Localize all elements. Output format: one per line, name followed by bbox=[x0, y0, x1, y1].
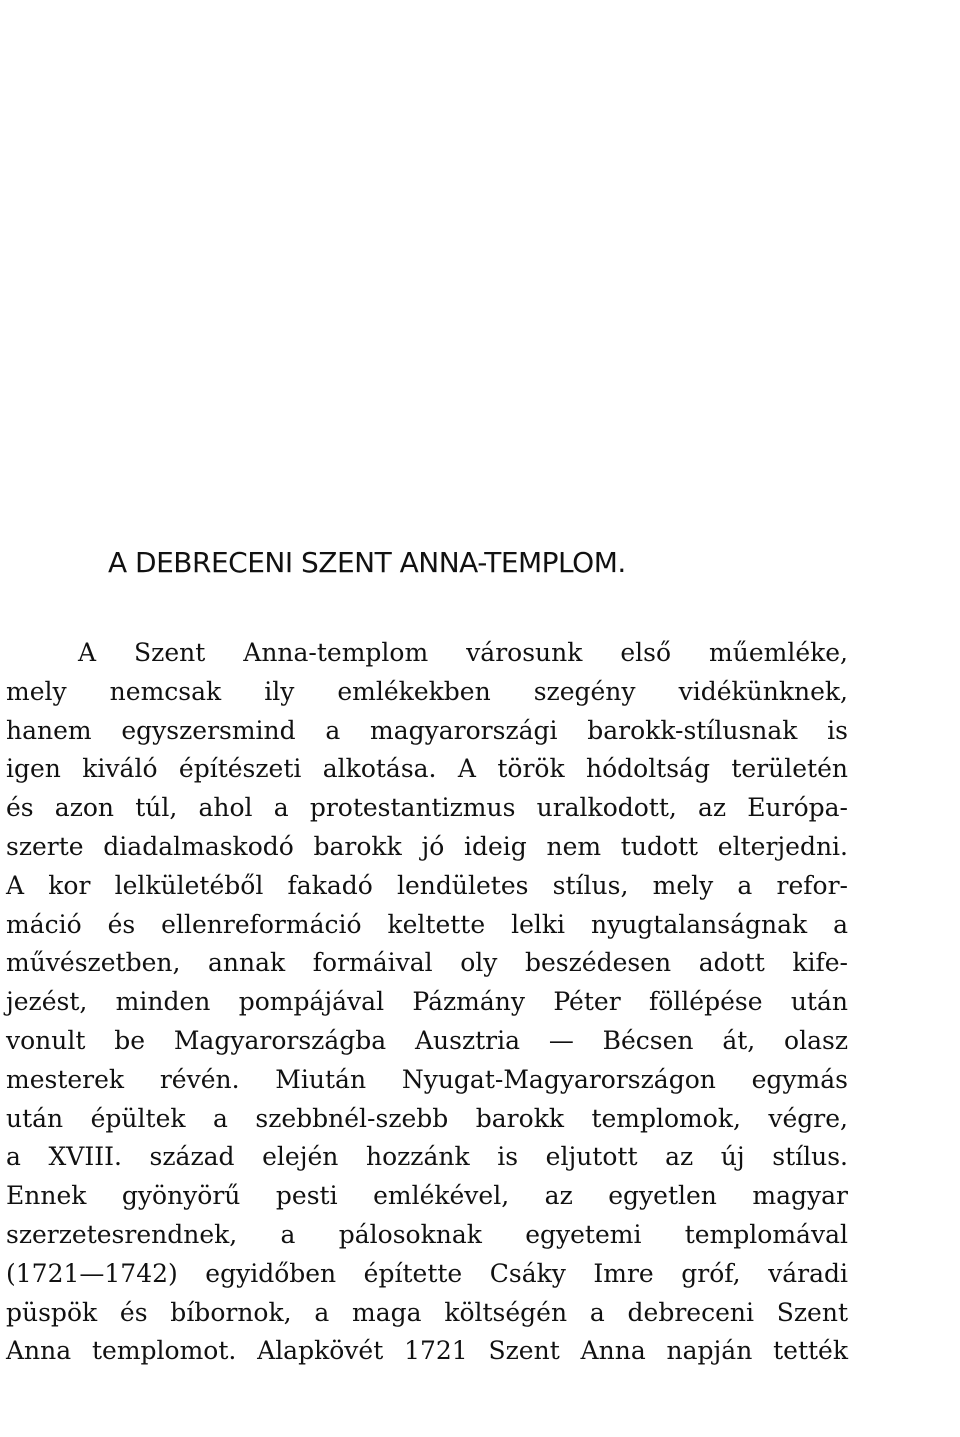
body-text bbox=[6, 634, 848, 1371]
text-line: után épültek a szebbnél-szebb barokk templomok, végre, bbox=[6, 1103, 848, 1133]
text-line: máció és ellenreformáció keltette lelki nyugtalanságnak a bbox=[6, 909, 848, 939]
text-line: szerte diadalmaskodó barokk jó ideig nem tudott elterjedni. bbox=[6, 831, 848, 861]
text-line: és azon túl, ahol a protestantizmus uralkodott, az Európa- bbox=[6, 793, 848, 823]
text-line: A kor lelkületéből fakadó lendületes stílus, mely a refor- bbox=[6, 870, 848, 900]
text-line: művészetben, annak formáival oly beszédesen adott kife- bbox=[6, 948, 848, 978]
text-line: (1721—1742) egyidőben építette Csáky Imre gróf, váradi bbox=[6, 1258, 848, 1288]
text-line: Anna templomot. Alapkövét 1721 Szent Anna napján tették bbox=[6, 1336, 848, 1366]
text-line: igen kiváló építészeti alkotása. A török hódoltság területén bbox=[6, 754, 848, 784]
text-line: mely nemcsak ily emlékekben szegény vidékünknek, bbox=[6, 676, 848, 706]
text-line: mesterek révén. Miután Nyugat-Magyarországon egymás bbox=[6, 1064, 848, 1094]
text-line: vonult be Magyarországba Ausztria — Bécsen át, olasz bbox=[6, 1025, 848, 1055]
text-line: püspök és bíbornok, a maga költségén a debreceni Szent bbox=[6, 1297, 848, 1327]
page-title: A DEBRECENI SZENT ANNA-TEMPLOM. bbox=[108, 546, 626, 579]
text-line: szerzetesrendnek, a pálosoknak egyetemi templomával bbox=[6, 1219, 848, 1249]
text-line: jezést, minden pompájával Pázmány Péter föllépése után bbox=[6, 987, 848, 1017]
text-line: a XVIII. század elején hozzánk is eljutott az új stílus. bbox=[6, 1142, 848, 1172]
text-line: A Szent Anna-templom városunk első műemléke, bbox=[78, 638, 848, 667]
text-line: Ennek gyönyörű pesti emlékével, az egyetlen magyar bbox=[6, 1181, 848, 1211]
text-line: hanem egyszersmind a magyarországi barokk-stílusnak is bbox=[6, 715, 848, 745]
